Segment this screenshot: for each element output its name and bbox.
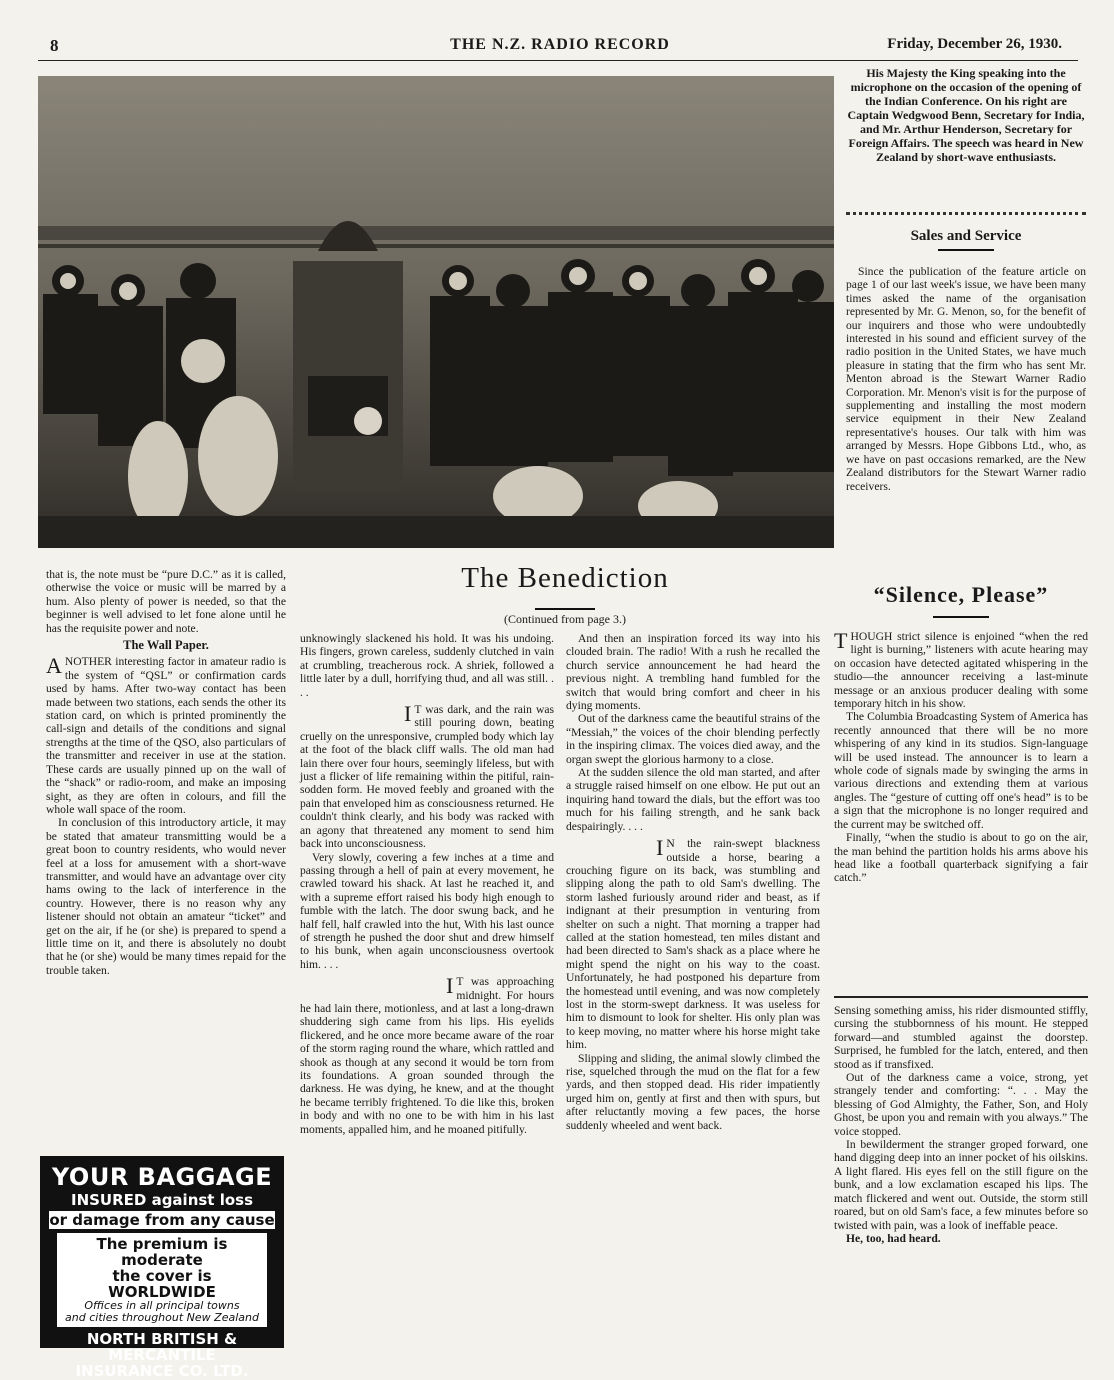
news-photo bbox=[38, 76, 834, 548]
benediction-title: The Benediction bbox=[461, 562, 669, 594]
silence-paragraph: The Columbia Broadcasting System of America has recently announced that there will be no more whispering of any kind in its studios. Sign-language will be used instead. The announcer is to learn a whole code of signals made by swinging the arms in various directions and extending them at various angles. The “gesture of cutting off one's head” is to be a sign that the microphone is no longer required and the current may be switched off. bbox=[834, 710, 1088, 831]
caption-rule bbox=[846, 212, 1086, 215]
story-paragraph: Out of the darkness came the beautiful strains of the “Messiah,” the voices of the choir blending perfectly in the inspiring climax. The voices died away, and the organ swept the glorious harmony to a close. bbox=[566, 712, 820, 766]
wall-para-1: ANOTHER interesting factor in amateur radio is the system of “QSL” or confirmation cards used by hams. After two-way contact has been made between two stations, each sends the other its station card, on which is printed prominently the call-sign and details of the conditions and signal strengths at the time of the QSO, also particulars of the transmitter and receiver in use at the station. These cards are usually pinned up on the wall of the “shack” or radio-room, and make an imposing sight, as they are often in colours, and fill the whole wall space of the room. bbox=[46, 653, 286, 816]
drop-cap: I bbox=[446, 973, 454, 999]
photo-caption: His Majesty the King speaking into the microphone on the occasion of the opening of the Indian Conference. On his right are Captain Wedgwood Benn, Secretary for India, and Mr. Arthur Henderson, Secretary for Foreign Affairs. The speech was heard in New Zealand by short-wave enthusiasts. bbox=[847, 66, 1085, 164]
story-paragraph: I N the rain-swept blackness outside a horse, bearing a crouching figure on its back, was stumbling and slipping along the path to old Sam's dwelling. The storm lashed furiously around rider and beast, as if indignant at their presumption in venturing from shelter on such a night. That morning a trapper had called at the station homestead, ten miles distant and had been directed to Sam's shack as a place where he might spend the night on his way to the coast. Unfortunately, he had postponed his departure from the homestead until evening, and was now completely lost in the storm-swept darkness. It was useless for him to dismount to look for shelter. His only plan was to keep moving, no matter where his horse might take him. bbox=[566, 835, 820, 1052]
left-column bbox=[46, 568, 286, 977]
wall-paper-heading: The Wall Paper. bbox=[123, 638, 209, 653]
wall-para-2: In conclusion of this introductory article, it may be stated that amateur transmitting would be a great boon to country residents, who would never feel at a loss for amusement with a short-wave transmitter, and would have an advantage over city hams owing to the lack of interference in the country. However, there is no reason why any listener should not obtain an amateur “ticket” and get on the air, if he (or she) is prepared to spend a little time on it, and there is absolutely no doubt that he (or she) would be many times repaid for the trouble taken. bbox=[46, 816, 286, 977]
sales-service-heading: Sales and Service bbox=[910, 228, 1022, 244]
section-rule bbox=[834, 996, 1088, 998]
advert-company: INSURANCE CO. LTD. bbox=[75, 1362, 249, 1380]
advert-line: and cities throughout New Zealand bbox=[65, 1311, 259, 1324]
benediction-col-1 bbox=[300, 632, 554, 1136]
page-number: 8 bbox=[50, 36, 59, 55]
drop-cap: I bbox=[656, 835, 664, 861]
advert-box bbox=[57, 1233, 267, 1327]
title-rule bbox=[933, 616, 989, 618]
story-paragraph: And then an inspiration forced its way into his clouded brain. The radio! With a rush he recalled the church service announcement he had heard the previous night. A trembling hand fumbled for the switch that would bring comfort and cheer in his dying moments. bbox=[566, 632, 820, 713]
silence-title: “Silence, Please” bbox=[873, 582, 1049, 607]
story-paragraph: Sensing something amiss, his rider dismounted stiffly, cursing the stubbornness of his mount. He stepped forward—and stumbled against the doorstep. Surprised, he fumbled for the latch, entered, and then stood as if transfixed. bbox=[834, 1004, 1088, 1071]
advert-company: NORTH BRITISH & MERCANTILE bbox=[86, 1330, 238, 1364]
masthead: THE N.Z. RADIO RECORD bbox=[450, 36, 670, 53]
advert-headline: YOUR BAGGAGE bbox=[51, 1163, 273, 1191]
advert-line: the cover is WORLDWIDE bbox=[108, 1267, 216, 1301]
sales-service-section bbox=[846, 228, 1086, 493]
advert-line: Offices in all principal towns bbox=[84, 1299, 240, 1312]
silence-section bbox=[834, 582, 1088, 885]
story-paragraph: Very slowly, covering a few inches at a time and passing through a hell of pain at every movement, he crawled toward his shack. At last he reached it, and with a supreme effort raised his body high enough to fumble with the latch. The door swung back, and he half fell, half crawled into the hut, With his last ounce of strength he pushed the door shut and drew himself to his bunk, when again unconsciousness overtook him. . . . bbox=[300, 850, 554, 971]
advert-line: The premium is moderate bbox=[96, 1235, 228, 1269]
advert-line: INSURED against loss bbox=[70, 1191, 253, 1209]
wall-intro: that is, the note must be “pure D.C.” as it is called, otherwise the voice or music will be marred by a hum. Also plenty of power is needed, so that the beginner is well advised to let fone alone until he has the requisite power and note. bbox=[46, 568, 286, 635]
title-rule bbox=[535, 608, 595, 610]
story-paragraph: I T was approaching midnight. For hours he had lain there, motionless, and at last a long-drawn shuddering sigh came from his lips. His eyelids flickered, and he once more became aware of the roar of the storm raging round the whare, which rattled and shook as though at any second it would be torn from its foundations. A groan sounded through the darkness. He was dying, he knew, and at the thought he became terribly frightened. To die like this, broken in body and with no one to be with him in his last moments, appalled him, and he moaned pitifully. bbox=[300, 973, 554, 1136]
heading-rule bbox=[938, 249, 994, 251]
advert-line: or damage from any cause bbox=[49, 1211, 275, 1229]
story-paragraph: I T was dark, and the rain was still pouring down, beating cruelly on the unresponsive, crumpled body which lay at the foot of the black cliff walls. The old man had lain there over four hours, seemingly lifeless, but with just a flicker of life remaining within the pitiful, rain-sodden form. He moved feebly and groaned with the pain that enveloped him as consciousness returned. He couldn't think clearly, and his body was racked with an agony that threatened any moment to send him back into unconsciousness. bbox=[300, 701, 554, 851]
story-paragraph: Slipping and sliding, the animal slowly climbed the rise, squelched through the mud on the flat for a few yards, and then stopped dead. His rider impatiently urged him on, gently at first and then with spurs, but after reluctantly moving a few paces, the horse suddenly wheeled and went back. bbox=[566, 1051, 820, 1132]
silence-paragraph: Finally, “when the studio is about to go on the air, the man behind the partition holds his arms above his head like a football quarterback signifying a fair catch.” bbox=[834, 831, 1088, 885]
photo-illustration bbox=[38, 76, 834, 548]
sales-service-body: Since the publication of the feature article on page 1 of our last week's issue, we have been many times asked the name of the organisation represented by Mr. G. Menon, so, for the benefit of our inquirers and those who were undoubtedly interested in his sound and efficient survey of the radio position in the United States, we have much pleasure in stating that the firm who has sent Mr. Menton abroad is the Stewart Warner Radio Corporation. Mr. Menon's visit is for the purpose of supplementing and installing the most modern service equipment in their New Zealand representative's houses. Our talk with him was arranged by Messrs. Hope Gibbons Ltd., who, as we have on past occasions remarked, are the New Zealand distributors for the Stewart Warner radio receivers. bbox=[846, 265, 1086, 493]
insurance-advert bbox=[40, 1156, 284, 1380]
issue-date: Friday, December 26, 1930. bbox=[887, 36, 1062, 52]
silence-paragraph: THOUGH strict silence is enjoined “when the red light is burning,” listeners with acute hearing may on occasion have detected agitated whispering in the studio—the announcer receiving a last-minute message or an anxious producer dealing with some temporary hitch in his show. bbox=[834, 628, 1088, 711]
header-rule bbox=[38, 60, 1078, 61]
drop-cap: T bbox=[834, 628, 848, 653]
benediction-col-3 bbox=[834, 1004, 1088, 1245]
continued-note: (Continued from page 3.) bbox=[504, 612, 626, 626]
drop-cap: A bbox=[46, 653, 62, 679]
story-paragraph: Out of the darkness came a voice, strong, yet strangely tender and comforting: “. . . May the blessing of God Almighty, the Father, Son, and Holy Ghost, be upon you and remain with you always.” The voice stopped. bbox=[834, 1071, 1088, 1138]
story-paragraph: He, too, had heard. bbox=[846, 1231, 941, 1245]
page-header bbox=[50, 36, 1070, 60]
silence-body bbox=[834, 630, 1088, 885]
story-paragraph: unknowingly slackened his hold. It was his undoing. His fingers, grown careless, suddenly clutched in vain at crumbling, treacherous rock. A shriek, followed a little later by a dull, horrifying thud, and all was still. . . . bbox=[300, 632, 554, 699]
benediction-col-2 bbox=[566, 632, 820, 1132]
drop-cap: I bbox=[404, 701, 412, 727]
story-paragraph: In bewilderment the stranger groped forward, one hand digging deep into an inner pocket of his oilskins. A light flared. His eyes fell on the still figure on the bunk, and a low exclamation escaped his lips. The match flickered and went out. Outside, the storm still roared, but on old Sam's face, a few minutes before so twisted with pain, was a look of ineffable peace. bbox=[834, 1138, 1088, 1232]
story-paragraph: At the sudden silence the old man started, and after a struggle raised himself on one elbow. He put out an inquiring hand toward the dials, but the effort was too much for his failing strength, and he sank back despairingly. . . . bbox=[566, 766, 820, 833]
